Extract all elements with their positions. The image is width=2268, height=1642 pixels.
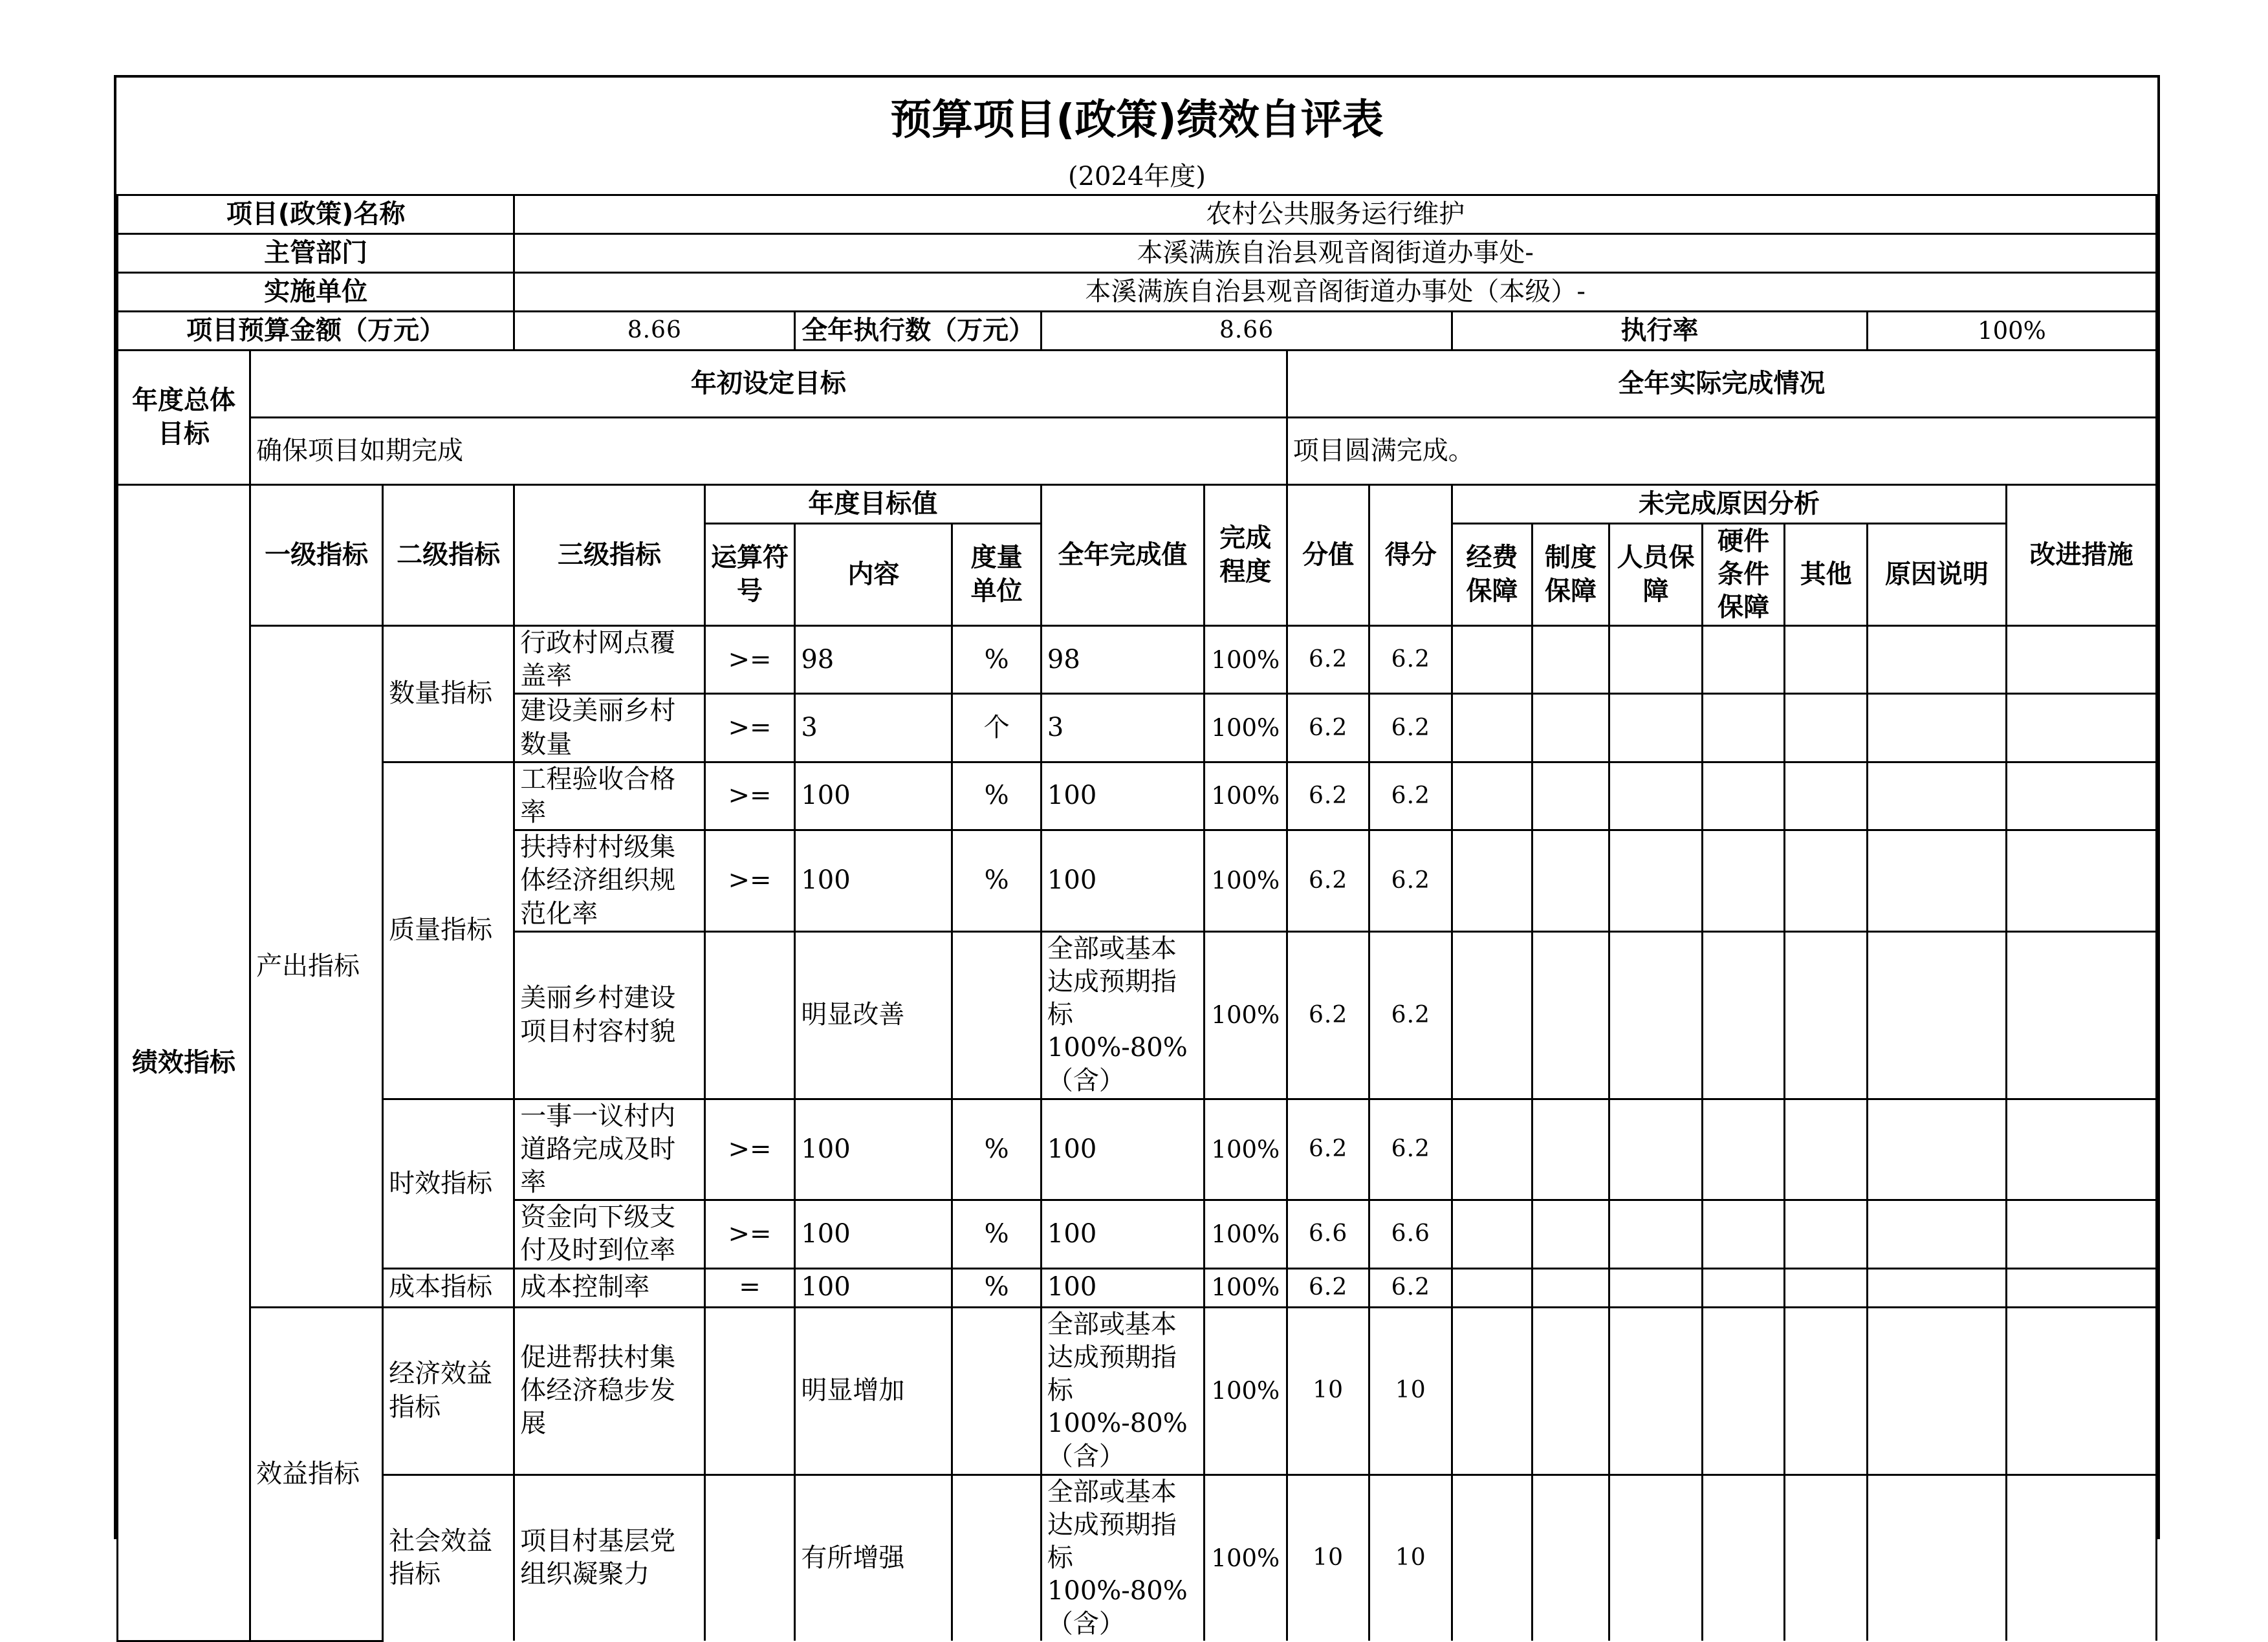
level2-social: 社会效益指标 (383, 1475, 514, 1641)
indicator-completion: 100% (1204, 830, 1287, 932)
goals-section-label: 年度总体目标 (118, 351, 250, 485)
reason-system-cell (1532, 694, 1609, 762)
indicator-operator (704, 1475, 795, 1641)
indicator-operator (704, 931, 795, 1099)
indicator-operator: >= (704, 1200, 795, 1268)
indicator-weight: 6.2 (1287, 1268, 1369, 1307)
indicator-operator: >= (704, 830, 795, 932)
indicator-unit (952, 1307, 1041, 1475)
indicator-score: 6.2 (1369, 1099, 1452, 1200)
indicator-score: 6.6 (1369, 1200, 1452, 1268)
indicator-name: 美丽乡村建设项目村容村貌 (514, 931, 705, 1099)
indicator-content: 100 (795, 1200, 952, 1268)
indicator-content: 98 (795, 626, 952, 694)
reason-note-cell (1867, 626, 2006, 694)
indicator-actual: 全部或基本达成预期指标100%-80%（含） (1041, 931, 1204, 1099)
header-content: 内容 (795, 524, 952, 626)
reason-staff-cell (1609, 1200, 1702, 1268)
indicator-name: 行政村网点覆盖率 (514, 626, 705, 694)
reason-other-cell (1785, 1475, 1868, 1641)
reason-note-cell (1867, 694, 2006, 762)
reason-other-cell (1785, 694, 1868, 762)
reason-other-cell (1785, 1200, 1868, 1268)
unit-label: 实施单位 (118, 273, 514, 312)
reason-hardware-cell (1702, 626, 1785, 694)
improvement-cell (2006, 1475, 2156, 1641)
indicator-operator: >= (704, 762, 795, 830)
reason-hardware-cell (1702, 1268, 1785, 1307)
header-level3: 三级指标 (514, 485, 705, 626)
page-title: 预算项目(政策)绩效自评表 (890, 96, 1384, 144)
reason-funding-cell (1452, 626, 1532, 694)
indicator-actual: 3 (1041, 694, 1204, 762)
reason-note-cell (1867, 1268, 2006, 1307)
indicator-name: 项目村基层党组织凝聚力 (514, 1475, 705, 1641)
header-reason-hardware: 硬件条件保障 (1702, 524, 1785, 626)
reason-system-cell (1532, 931, 1609, 1099)
indicator-score: 6.2 (1369, 1268, 1452, 1307)
executed-label: 全年执行数（万元） (795, 312, 1041, 351)
reason-other-cell (1785, 626, 1868, 694)
indicator-unit: % (952, 1268, 1041, 1307)
improvement-cell (2006, 1200, 2156, 1268)
reason-note-cell (1867, 931, 2006, 1099)
reason-system-cell (1532, 626, 1609, 694)
reason-note-cell (1867, 830, 2006, 932)
goals-actual-header: 全年实际完成情况 (1287, 351, 2156, 418)
indicator-completion: 100% (1204, 1099, 1287, 1200)
rate-label: 执行率 (1452, 312, 1868, 351)
indicator-weight: 6.2 (1287, 762, 1369, 830)
indicator-unit (952, 931, 1041, 1099)
indicator-unit: % (952, 1200, 1041, 1268)
reason-hardware-cell (1702, 1307, 1785, 1475)
reason-funding-cell (1452, 830, 1532, 932)
indicator-unit: 个 (952, 694, 1041, 762)
indicators-section-label: 绩效指标 (118, 485, 250, 1641)
reason-hardware-cell (1702, 830, 1785, 932)
improvement-cell (2006, 830, 2156, 932)
indicator-weight: 6.2 (1287, 626, 1369, 694)
improvement-cell (2006, 1099, 2156, 1200)
indicator-weight: 6.2 (1287, 1099, 1369, 1200)
reason-hardware-cell (1702, 1099, 1785, 1200)
reason-system-cell (1532, 1200, 1609, 1268)
indicator-score: 6.2 (1369, 626, 1452, 694)
indicator-weight: 10 (1287, 1475, 1369, 1641)
indicator-completion: 100% (1204, 1200, 1287, 1268)
indicator-actual: 100 (1041, 1099, 1204, 1200)
indicator-unit: % (952, 830, 1041, 932)
dept-label: 主管部门 (118, 234, 514, 273)
indicator-unit: % (952, 1099, 1041, 1200)
header-unit: 度量单位 (952, 524, 1041, 626)
reason-other-cell (1785, 1268, 1868, 1307)
header-improvement: 改进措施 (2006, 485, 2156, 626)
indicator-content: 3 (795, 694, 952, 762)
indicator-unit (952, 1475, 1041, 1641)
indicator-actual: 全部或基本达成预期指标100%-80%（含） (1041, 1307, 1204, 1475)
indicator-weight: 10 (1287, 1307, 1369, 1475)
header-target-group: 年度目标值 (704, 485, 1041, 524)
reason-staff-cell (1609, 931, 1702, 1099)
indicator-content: 100 (795, 1099, 952, 1200)
reason-staff-cell (1609, 762, 1702, 830)
evaluation-sheet (114, 75, 2160, 1639)
reason-note-cell (1867, 1307, 2006, 1475)
indicator-name: 成本控制率 (514, 1268, 705, 1307)
reason-staff-cell (1609, 830, 1702, 932)
reason-hardware-cell (1702, 931, 1785, 1099)
indicator-weight: 6.6 (1287, 1200, 1369, 1268)
indicator-actual: 全部或基本达成预期指标100%-80%（含） (1041, 1475, 1204, 1641)
indicator-operator: = (704, 1268, 795, 1307)
indicator-operator: >= (704, 1099, 795, 1200)
indicator-content: 100 (795, 1268, 952, 1307)
indicator-weight: 6.2 (1287, 694, 1369, 762)
goals-actual-text: 项目圆满完成。 (1287, 418, 2156, 485)
evaluation-table (116, 194, 2157, 1642)
reason-note-cell (1867, 762, 2006, 830)
indicator-name: 一事一议村内道路完成及时率 (514, 1099, 705, 1200)
reason-hardware-cell (1702, 1200, 1785, 1268)
indicator-score: 10 (1369, 1475, 1452, 1641)
budget-label: 项目预算金额（万元） (118, 312, 514, 351)
improvement-cell (2006, 1307, 2156, 1475)
indicator-name: 促进帮扶村集体经济稳步发展 (514, 1307, 705, 1475)
indicator-score: 6.2 (1369, 830, 1452, 932)
indicator-score: 6.2 (1369, 931, 1452, 1099)
project-name-value: 农村公共服务运行维护 (514, 195, 2157, 234)
improvement-cell (2006, 694, 2156, 762)
header-reason-group: 未完成原因分析 (1452, 485, 2007, 524)
reason-system-cell (1532, 830, 1609, 932)
header-reason-staff: 人员保障 (1609, 524, 1702, 626)
indicator-completion: 100% (1204, 1475, 1287, 1641)
header-score: 得分 (1369, 485, 1452, 626)
indicator-operator: >= (704, 626, 795, 694)
improvement-cell (2006, 931, 2156, 1099)
indicator-actual: 98 (1041, 626, 1204, 694)
indicator-name: 建设美丽乡村数量 (514, 694, 705, 762)
indicator-name: 扶持村村级集体经济组织规范化率 (514, 830, 705, 932)
reason-note-cell (1867, 1475, 2006, 1641)
header-level1: 一级指标 (250, 485, 383, 626)
header-operator: 运算符号 (704, 524, 795, 626)
indicator-unit: % (952, 762, 1041, 830)
header-reason-note: 原因说明 (1867, 524, 2006, 626)
reason-staff-cell (1609, 1268, 1702, 1307)
reason-staff-cell (1609, 1099, 1702, 1200)
level2-quality: 质量指标 (383, 762, 514, 1099)
level2-cost: 成本指标 (383, 1268, 514, 1307)
reason-system-cell (1532, 1099, 1609, 1200)
reason-hardware-cell (1702, 694, 1785, 762)
reason-hardware-cell (1702, 1475, 1785, 1641)
indicator-name: 资金向下级支付及时到位率 (514, 1200, 705, 1268)
improvement-cell (2006, 626, 2156, 694)
reason-staff-cell (1609, 694, 1702, 762)
indicator-score: 6.2 (1369, 762, 1452, 830)
budget-value: 8.66 (514, 312, 795, 351)
reason-system-cell (1532, 1268, 1609, 1307)
dept-value: 本溪满族自治县观音阁街道办事处- (514, 234, 2157, 273)
indicator-content: 明显增加 (795, 1307, 952, 1475)
reason-note-cell (1867, 1099, 2006, 1200)
indicator-operator (704, 1307, 795, 1475)
indicator-completion: 100% (1204, 694, 1287, 762)
indicator-completion: 100% (1204, 762, 1287, 830)
indicator-completion: 100% (1204, 626, 1287, 694)
reason-system-cell (1532, 1307, 1609, 1475)
reason-staff-cell (1609, 626, 1702, 694)
header-actual: 全年完成值 (1041, 485, 1204, 626)
improvement-cell (2006, 1268, 2156, 1307)
header-completion: 完成程度 (1204, 485, 1287, 626)
header-reason-system: 制度保障 (1532, 524, 1609, 626)
level2-timeliness: 时效指标 (383, 1099, 514, 1268)
indicator-completion: 100% (1204, 1268, 1287, 1307)
indicator-completion: 100% (1204, 1307, 1287, 1475)
indicator-content: 100 (795, 830, 952, 932)
indicator-score: 6.2 (1369, 694, 1452, 762)
reason-funding-cell (1452, 1268, 1532, 1307)
reason-other-cell (1785, 1099, 1868, 1200)
reason-system-cell (1532, 762, 1609, 830)
indicator-weight: 6.2 (1287, 830, 1369, 932)
reason-staff-cell (1609, 1307, 1702, 1475)
reason-funding-cell (1452, 1307, 1532, 1475)
indicator-name: 工程验收合格率 (514, 762, 705, 830)
improvement-cell (2006, 762, 2156, 830)
indicator-content: 明显改善 (795, 931, 952, 1099)
indicator-unit: % (952, 626, 1041, 694)
header-reason-funding: 经费保障 (1452, 524, 1532, 626)
unit-value: 本溪满族自治县观音阁街道办事处（本级）- (514, 273, 2157, 312)
page-subtitle: (2024年度) (1067, 161, 1206, 191)
reason-funding-cell (1452, 1475, 1532, 1641)
indicator-actual: 100 (1041, 830, 1204, 932)
reason-other-cell (1785, 762, 1868, 830)
reason-hardware-cell (1702, 762, 1785, 830)
header-reason-other: 其他 (1785, 524, 1868, 626)
indicator-weight: 6.2 (1287, 931, 1369, 1099)
level1-output: 产出指标 (250, 626, 383, 1308)
level1-benefit: 效益指标 (250, 1307, 383, 1641)
indicator-operator: >= (704, 694, 795, 762)
reason-funding-cell (1452, 762, 1532, 830)
reason-system-cell (1532, 1475, 1609, 1641)
goals-initial-text: 确保项目如期完成 (250, 418, 1287, 485)
indicator-actual: 100 (1041, 1268, 1204, 1307)
reason-funding-cell (1452, 694, 1532, 762)
reason-other-cell (1785, 830, 1868, 932)
indicator-completion: 100% (1204, 931, 1287, 1099)
header-weight: 分值 (1287, 485, 1369, 626)
reason-funding-cell (1452, 931, 1532, 1099)
project-name-label: 项目(政策)名称 (118, 195, 514, 234)
reason-note-cell (1867, 1200, 2006, 1268)
indicator-actual: 100 (1041, 762, 1204, 830)
indicator-score: 10 (1369, 1307, 1452, 1475)
header-level2: 二级指标 (383, 485, 514, 626)
reason-other-cell (1785, 1307, 1868, 1475)
reason-other-cell (1785, 931, 1868, 1099)
reason-funding-cell (1452, 1099, 1532, 1200)
rate-value: 100% (1867, 312, 2156, 351)
level2-quantity: 数量指标 (383, 626, 514, 762)
indicator-actual: 100 (1041, 1200, 1204, 1268)
executed-value: 8.66 (1041, 312, 1452, 351)
reason-staff-cell (1609, 1475, 1702, 1641)
goals-initial-header: 年初设定目标 (250, 351, 1287, 418)
reason-funding-cell (1452, 1200, 1532, 1268)
indicator-content: 100 (795, 762, 952, 830)
level2-economic: 经济效益指标 (383, 1307, 514, 1475)
indicator-content: 有所增强 (795, 1475, 952, 1641)
